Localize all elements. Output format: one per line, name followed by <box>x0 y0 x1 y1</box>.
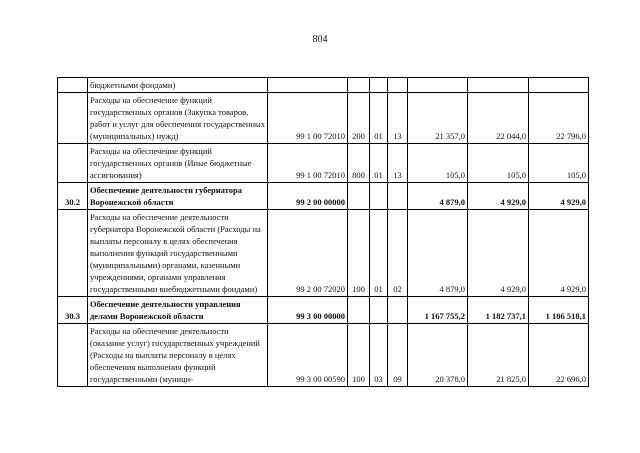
amount-year2-cell: 1 182 737,1 <box>468 297 529 324</box>
amount-year2-cell: 4 929,0 <box>468 183 529 210</box>
amount-year2-cell: 105,0 <box>468 144 529 183</box>
program-code-cell: 99 3 00 00590 <box>268 324 348 387</box>
table-row <box>58 210 589 297</box>
expense-name-cell: Расходы на обеспечение функций государственных органов (Иные бюджетные ассигнования) <box>88 144 268 183</box>
amount-year2-cell: 22 044,0 <box>468 93 529 144</box>
amount-year2-cell: 4 929,0 <box>468 210 529 297</box>
expense-name-cell: Обеспечение деятельности губернатора Воронежской области <box>88 183 268 210</box>
subsection-cell <box>388 78 408 93</box>
row-number-cell <box>58 93 88 144</box>
program-code-cell: 99 2 00 00000 <box>268 183 348 210</box>
expense-name-cell: Расходы на обеспечение деятельности (оказание услуг) государственных учреждений (Расходы на выплаты персоналу в целях обеспечения выполнения функций государственными (муници- <box>88 324 268 387</box>
program-code-cell: 99 1 00 72010 <box>268 93 348 144</box>
section-cell: 01 <box>370 93 388 144</box>
amount-year3-cell: 4 929,0 <box>529 210 589 297</box>
section-cell <box>370 297 388 324</box>
table-body <box>58 78 589 387</box>
subsection-cell: 09 <box>388 324 408 387</box>
subsection-cell: 13 <box>388 93 408 144</box>
amount-year1-cell: 1 167 755,2 <box>408 297 468 324</box>
table-row <box>58 144 589 183</box>
row-number-cell <box>58 324 88 387</box>
section-cell <box>370 78 388 93</box>
expense-name-cell: Расходы на обеспечение деятельности губернатора Воронежской области (Расходы на выплаты персоналу в целях обеспечения выполнения функций государственными (муниципальными) органами, казенными учреждениями, органами управления государственными внебюджетными фондами) <box>88 210 268 297</box>
table-row <box>58 93 589 144</box>
expense-type-cell <box>348 297 370 324</box>
row-number-cell <box>58 144 88 183</box>
budget-table <box>57 77 589 387</box>
amount-year3-cell: 22 696,0 <box>529 324 589 387</box>
row-number-cell <box>58 210 88 297</box>
amount-year2-cell: 21 825,0 <box>468 324 529 387</box>
amount-year1-cell: 105,0 <box>408 144 468 183</box>
table-row <box>58 324 589 387</box>
amount-year3-cell: 105,0 <box>529 144 589 183</box>
table-row <box>58 78 589 93</box>
expense-type-cell <box>348 183 370 210</box>
subsection-cell <box>388 183 408 210</box>
amount-year1-cell: 21 357,0 <box>408 93 468 144</box>
expense-type-cell <box>348 78 370 93</box>
section-cell: 03 <box>370 324 388 387</box>
table-row <box>58 297 589 324</box>
amount-year2-cell <box>468 78 529 93</box>
expense-name-cell: бюджетными фондами) <box>88 78 268 93</box>
expense-name-cell: Обеспечение деятельности управления делами Воронежской области <box>88 297 268 324</box>
amount-year1-cell: 4 879,0 <box>408 183 468 210</box>
expense-type-cell: 200 <box>348 93 370 144</box>
row-number-cell: 30.3 <box>58 297 88 324</box>
program-code-cell: 99 3 00 00000 <box>268 297 348 324</box>
subsection-cell <box>388 297 408 324</box>
section-cell: 01 <box>370 144 388 183</box>
expense-name-cell: Расходы на обеспечение функций государственных органов (Закупка товаров, работ и услуг для обеспечения государственных (муниципальных) нужд) <box>88 93 268 144</box>
section-cell: 01 <box>370 210 388 297</box>
program-code-cell: 99 1 00 72010 <box>268 144 348 183</box>
row-number-cell <box>58 78 88 93</box>
table-row <box>58 183 589 210</box>
expense-type-cell: 100 <box>348 210 370 297</box>
expense-type-cell: 100 <box>348 324 370 387</box>
amount-year1-cell: 20 378,0 <box>408 324 468 387</box>
program-code-cell <box>268 78 348 93</box>
amount-year3-cell: 4 929,0 <box>529 183 589 210</box>
expense-type-cell: 800 <box>348 144 370 183</box>
amount-year1-cell: 4 879,0 <box>408 210 468 297</box>
subsection-cell: 02 <box>388 210 408 297</box>
program-code-cell: 99 2 00 72020 <box>268 210 348 297</box>
amount-year1-cell <box>408 78 468 93</box>
subsection-cell: 13 <box>388 144 408 183</box>
amount-year3-cell: 1 186 518,1 <box>529 297 589 324</box>
section-cell <box>370 183 388 210</box>
page-number: 804 <box>312 34 328 45</box>
amount-year3-cell: 22 796,0 <box>529 93 589 144</box>
row-number-cell: 30.2 <box>58 183 88 210</box>
amount-year3-cell <box>529 78 589 93</box>
